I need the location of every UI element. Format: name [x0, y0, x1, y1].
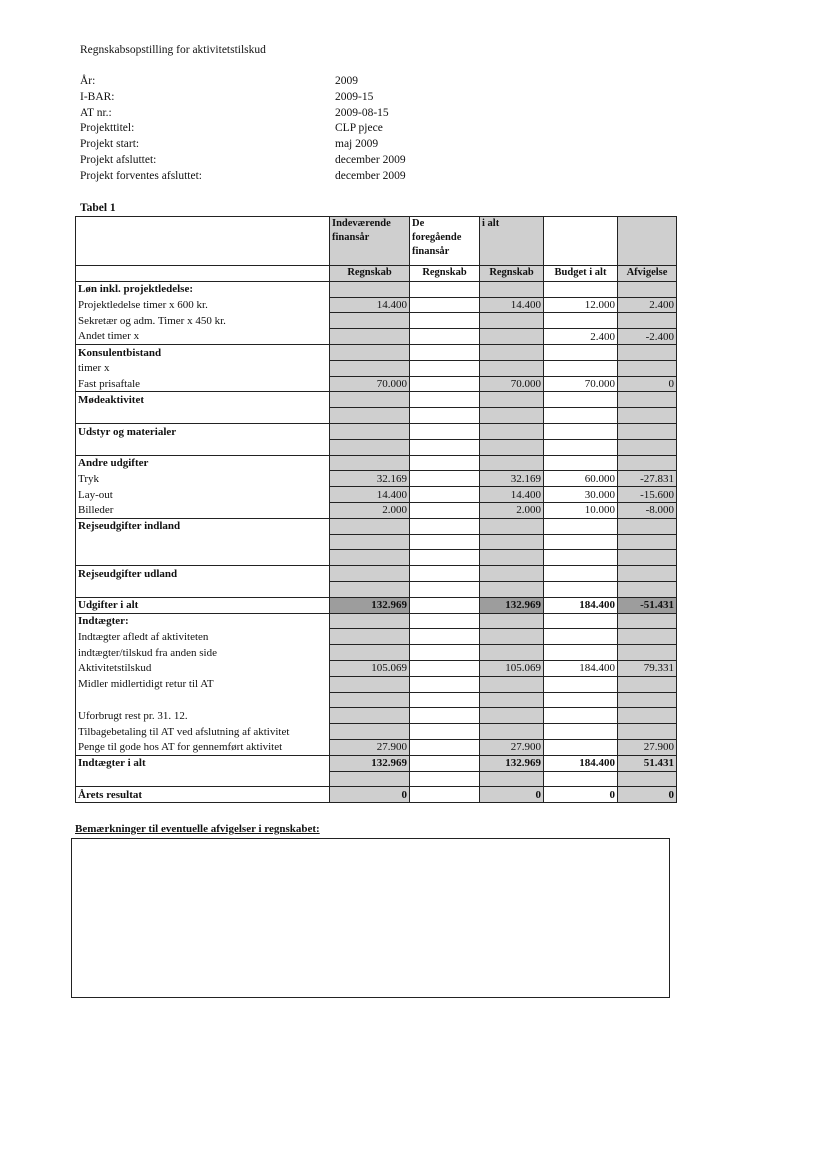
row-value: 70.000 [544, 376, 618, 392]
row-value [618, 566, 677, 582]
row-value [544, 645, 618, 661]
row-value [480, 692, 544, 708]
row-value [480, 408, 544, 424]
row-value: -2.400 [618, 329, 677, 345]
subheader-cell: Regnskab [410, 266, 480, 282]
row-value: 79.331 [618, 660, 677, 676]
row-value: 105.069 [330, 660, 410, 676]
row-value [618, 581, 677, 597]
document-title: Regnskabsopstilling for aktivitetstilskud [80, 44, 266, 56]
header-line: foregående [412, 232, 462, 243]
row-value [480, 518, 544, 534]
row-value [410, 455, 480, 471]
row-value [618, 645, 677, 661]
row-value [480, 771, 544, 787]
table-row [76, 566, 677, 582]
row-label: Indtægter: [76, 613, 330, 629]
accounts-table [75, 216, 677, 803]
row-label: timer x [76, 360, 330, 376]
row-value [544, 360, 618, 376]
row-value: 14.400 [330, 297, 410, 313]
row-value: 27.900 [330, 739, 410, 755]
table-row [76, 550, 677, 566]
row-value [410, 471, 480, 487]
meta-row-project-expected-end [80, 169, 406, 185]
row-value [410, 376, 480, 392]
row-label [76, 771, 330, 787]
row-value [330, 613, 410, 629]
row-value [330, 692, 410, 708]
row-value [330, 455, 410, 471]
row-value: 132.969 [330, 755, 410, 771]
meta-value: 2009-08-15 [335, 106, 389, 119]
row-value [618, 534, 677, 550]
header-line: finansår [332, 232, 370, 243]
table-row [76, 439, 677, 455]
meta-row-year [80, 74, 406, 90]
subheader-cell: Regnskab [330, 266, 410, 282]
row-label: Mødeaktivitet [76, 392, 330, 408]
row-value [544, 613, 618, 629]
row-value [330, 550, 410, 566]
row-label: Andet timer x [76, 329, 330, 345]
table-row [76, 660, 677, 676]
subheader-cell: Regnskab [480, 266, 544, 282]
row-value [480, 313, 544, 329]
row-value: 27.900 [480, 739, 544, 755]
row-value [544, 313, 618, 329]
row-value [480, 724, 544, 740]
row-value [410, 708, 480, 724]
row-value: 0 [544, 787, 618, 803]
row-value [410, 629, 480, 645]
table-row [76, 692, 677, 708]
row-value [618, 771, 677, 787]
row-value: 14.400 [480, 487, 544, 503]
row-value [618, 408, 677, 424]
row-value: 60.000 [544, 471, 618, 487]
row-value: 10.000 [544, 502, 618, 518]
row-value: 184.400 [544, 660, 618, 676]
row-value [410, 581, 480, 597]
row-value [410, 281, 480, 297]
header-line: De [412, 218, 425, 229]
table-row [76, 313, 677, 329]
row-value [544, 550, 618, 566]
row-value [410, 439, 480, 455]
project-meta [80, 74, 406, 185]
subheader-row [76, 266, 677, 282]
row-value [618, 455, 677, 471]
row-value [330, 676, 410, 692]
row-value: 2.000 [480, 502, 544, 518]
row-value: 184.400 [544, 755, 618, 771]
subheader-blank [76, 266, 330, 282]
row-value [410, 423, 480, 439]
row-value [410, 755, 480, 771]
table-row [76, 739, 677, 755]
row-value [410, 344, 480, 360]
row-value [618, 344, 677, 360]
row-value: 2.000 [330, 502, 410, 518]
row-value [330, 313, 410, 329]
table-row [76, 645, 677, 661]
row-value [544, 629, 618, 645]
row-value [410, 392, 480, 408]
table-row [76, 518, 677, 534]
row-value [618, 550, 677, 566]
row-value [480, 550, 544, 566]
row-value [544, 392, 618, 408]
row-value [618, 724, 677, 740]
row-value [480, 329, 544, 345]
row-value [618, 392, 677, 408]
row-value [544, 724, 618, 740]
row-label: Tryk [76, 471, 330, 487]
row-value [544, 676, 618, 692]
row-value [544, 581, 618, 597]
row-value [410, 771, 480, 787]
table-row [76, 676, 677, 692]
row-label: Udstyr og materialer [76, 423, 330, 439]
row-value: 132.969 [480, 597, 544, 613]
table-row [76, 708, 677, 724]
meta-label: Projekt forventes afsluttet: [80, 169, 202, 182]
row-value [618, 313, 677, 329]
table-row [76, 755, 677, 771]
row-value [618, 423, 677, 439]
row-value [330, 392, 410, 408]
header-blank [76, 217, 330, 266]
meta-value: 2009-15 [335, 90, 374, 103]
row-value [330, 439, 410, 455]
row-value: 51.431 [618, 755, 677, 771]
table-row [76, 502, 677, 518]
row-value [618, 692, 677, 708]
row-value [410, 597, 480, 613]
row-value [480, 344, 544, 360]
header-budget-blank [544, 217, 618, 266]
row-value [410, 724, 480, 740]
row-value [618, 360, 677, 376]
table-row [76, 487, 677, 503]
row-value [410, 534, 480, 550]
row-value [480, 360, 544, 376]
row-label: Sekretær og adm. Timer x 450 kr. [76, 313, 330, 329]
row-value [618, 281, 677, 297]
row-label [76, 439, 330, 455]
row-label: Penge til gode hos AT for gennemført aktivitet [76, 739, 330, 755]
row-label: Konsulentbistand [76, 344, 330, 360]
row-value [330, 423, 410, 439]
row-value [480, 581, 544, 597]
meta-row-ibar [80, 90, 406, 106]
row-label [76, 408, 330, 424]
row-value [330, 329, 410, 345]
table-row [76, 423, 677, 439]
row-value: 30.000 [544, 487, 618, 503]
row-label [76, 692, 330, 708]
row-value [330, 724, 410, 740]
row-value [410, 645, 480, 661]
row-value [544, 281, 618, 297]
subheader-cell: Afvigelse [618, 266, 677, 282]
remarks-field[interactable] [71, 838, 670, 998]
row-value: 184.400 [544, 597, 618, 613]
row-value: 0 [618, 376, 677, 392]
row-value [480, 676, 544, 692]
row-value [480, 534, 544, 550]
row-value [480, 439, 544, 455]
header-deviation-blank [618, 217, 677, 266]
row-value [480, 392, 544, 408]
table-row [76, 581, 677, 597]
row-label [76, 550, 330, 566]
meta-value: december 2009 [335, 169, 406, 182]
row-label: Udgifter i alt [76, 597, 330, 613]
row-label: Aktivitetstilskud [76, 660, 330, 676]
row-label: indtægter/tilskud fra anden side [76, 645, 330, 661]
table-row [76, 360, 677, 376]
header-line: Indeværende [332, 218, 391, 229]
row-value [410, 787, 480, 803]
header-current-year [330, 217, 410, 266]
row-value [410, 692, 480, 708]
row-value: 12.000 [544, 297, 618, 313]
table-row [76, 724, 677, 740]
row-value [618, 629, 677, 645]
row-value [618, 676, 677, 692]
row-value [330, 581, 410, 597]
row-value [410, 360, 480, 376]
table-row [76, 376, 677, 392]
row-value [618, 613, 677, 629]
row-value [480, 645, 544, 661]
row-value [410, 313, 480, 329]
row-label: Uforbrugt rest pr. 31. 12. [76, 708, 330, 724]
row-value: 2.400 [544, 329, 618, 345]
meta-row-at-nr [80, 106, 406, 122]
table-row [76, 613, 677, 629]
table-row [76, 297, 677, 313]
row-label [76, 534, 330, 550]
row-value: -15.600 [618, 487, 677, 503]
row-value [544, 566, 618, 582]
row-value [330, 645, 410, 661]
row-label: Andre udgifter [76, 455, 330, 471]
row-value [410, 739, 480, 755]
row-value [410, 550, 480, 566]
header-line: i alt [482, 218, 500, 229]
row-value [330, 344, 410, 360]
row-value [544, 439, 618, 455]
table-row [76, 771, 677, 787]
row-value [410, 613, 480, 629]
table-label: Tabel 1 [80, 202, 116, 214]
meta-row-project-title [80, 121, 406, 137]
subheader-cell: Budget i alt [544, 266, 618, 282]
row-label: Årets resultat [76, 787, 330, 803]
table-row [76, 392, 677, 408]
row-value [480, 455, 544, 471]
header-row [76, 217, 677, 266]
meta-label: Projekttitel: [80, 122, 135, 135]
row-value [618, 708, 677, 724]
row-value [410, 518, 480, 534]
row-label [76, 581, 330, 597]
header-total [480, 217, 544, 266]
row-label: Rejseudgifter indland [76, 518, 330, 534]
row-value [410, 329, 480, 345]
row-value [410, 408, 480, 424]
meta-row-project-start [80, 137, 406, 153]
row-value [410, 487, 480, 503]
row-value [480, 423, 544, 439]
row-value [544, 455, 618, 471]
table-row [76, 344, 677, 360]
meta-value: CLP pjece [335, 122, 383, 135]
row-value [618, 439, 677, 455]
row-value: 105.069 [480, 660, 544, 676]
row-value: 70.000 [330, 376, 410, 392]
row-value [330, 281, 410, 297]
table-row [76, 455, 677, 471]
meta-row-project-end [80, 153, 406, 169]
header-line: finansår [412, 246, 450, 257]
row-label: Rejseudgifter udland [76, 566, 330, 582]
row-label: Indtægter i alt [76, 755, 330, 771]
row-value [544, 518, 618, 534]
row-value [480, 566, 544, 582]
row-value [480, 629, 544, 645]
row-label: Fast prisaftale [76, 376, 330, 392]
row-value [410, 566, 480, 582]
row-value [544, 344, 618, 360]
row-value [544, 408, 618, 424]
row-value [480, 613, 544, 629]
row-value [544, 739, 618, 755]
row-value [618, 518, 677, 534]
row-value [544, 423, 618, 439]
row-value: 70.000 [480, 376, 544, 392]
row-label: Tilbagebetaling til AT ved afslutning af aktivitet [76, 724, 330, 740]
table-row [76, 408, 677, 424]
row-value [330, 771, 410, 787]
table-row [76, 534, 677, 550]
row-value [330, 534, 410, 550]
meta-label: Projekt start: [80, 138, 140, 151]
row-value [544, 534, 618, 550]
row-value: 0 [330, 787, 410, 803]
row-value [330, 708, 410, 724]
row-value [330, 518, 410, 534]
row-value [410, 676, 480, 692]
row-value [544, 771, 618, 787]
row-value [480, 708, 544, 724]
row-value: 27.900 [618, 739, 677, 755]
row-label: Projektledelse timer x 600 kr. [76, 297, 330, 313]
row-value [410, 502, 480, 518]
row-value: -51.431 [618, 597, 677, 613]
row-value: 132.969 [480, 755, 544, 771]
table-row [76, 471, 677, 487]
row-label: Lay-out [76, 487, 330, 503]
row-value: -8.000 [618, 502, 677, 518]
table-row [76, 281, 677, 297]
meta-value: maj 2009 [335, 138, 379, 151]
header-previous-years [410, 217, 480, 266]
row-value: 0 [618, 787, 677, 803]
meta-value: 2009 [335, 75, 358, 87]
meta-label: År: [80, 75, 96, 87]
row-value: 32.169 [330, 471, 410, 487]
remarks-label: Bemærkninger til eventuelle afvigelser i regnskabet: [75, 823, 320, 835]
row-value: 14.400 [330, 487, 410, 503]
row-label: Midler midlertidigt retur til AT [76, 676, 330, 692]
row-value: -27.831 [618, 471, 677, 487]
row-value [330, 566, 410, 582]
row-value [480, 281, 544, 297]
row-value: 32.169 [480, 471, 544, 487]
row-label: Indtægter afledt af aktiviteten [76, 629, 330, 645]
table-row [76, 329, 677, 345]
row-value [544, 692, 618, 708]
row-value [330, 360, 410, 376]
meta-label: I-BAR: [80, 90, 115, 103]
meta-label: Projekt afsluttet: [80, 153, 157, 166]
row-label: Løn inkl. projektledelse: [76, 281, 330, 297]
row-value [544, 708, 618, 724]
row-label: Billeder [76, 502, 330, 518]
meta-label: AT nr.: [80, 106, 112, 119]
row-value [410, 660, 480, 676]
table-row [76, 597, 677, 613]
row-value [330, 408, 410, 424]
row-value: 132.969 [330, 597, 410, 613]
meta-value: december 2009 [335, 153, 406, 166]
row-value: 2.400 [618, 297, 677, 313]
row-value: 14.400 [480, 297, 544, 313]
row-value [410, 297, 480, 313]
table-row [76, 787, 677, 803]
row-value: 0 [480, 787, 544, 803]
table-row [76, 629, 677, 645]
row-value [330, 629, 410, 645]
